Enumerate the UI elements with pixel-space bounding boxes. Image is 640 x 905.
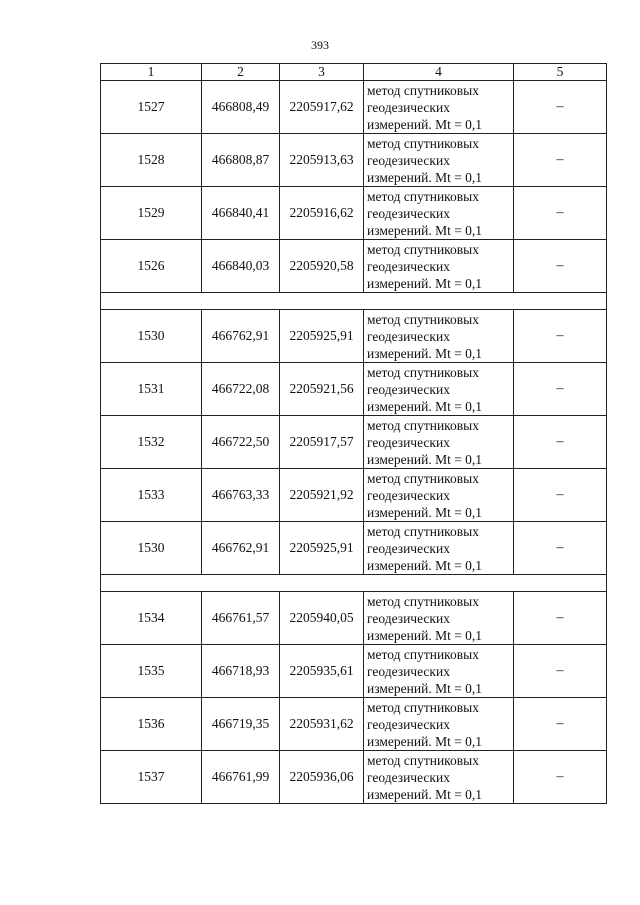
column-header-5: 5 bbox=[514, 64, 607, 81]
x-coordinate-cell: 466761,99 bbox=[202, 751, 280, 804]
table-row bbox=[101, 416, 607, 469]
method-line: геодезических bbox=[367, 328, 450, 344]
x-coordinate-cell: 466840,41 bbox=[202, 187, 280, 240]
x-coordinate-cell: 466808,49 bbox=[202, 81, 280, 134]
point-number-cell: 1533 bbox=[101, 469, 202, 522]
x-coordinate-cell: 466722,50 bbox=[202, 416, 280, 469]
table-row bbox=[101, 592, 607, 645]
method-line: метод спутниковых bbox=[367, 364, 479, 380]
method-line: измерений. Mt = 0,1 bbox=[367, 557, 483, 573]
note-cell: – bbox=[514, 81, 607, 134]
method-line: метод спутниковых bbox=[367, 523, 479, 539]
method-line: метод спутниковых bbox=[367, 699, 479, 715]
point-number-cell: 1528 bbox=[101, 134, 202, 187]
method-cell bbox=[364, 134, 514, 187]
group-separator-row bbox=[101, 293, 607, 310]
y-coordinate-cell: 2205925,91 bbox=[280, 522, 364, 575]
note-cell: – bbox=[514, 310, 607, 363]
note-cell: – bbox=[514, 592, 607, 645]
method-cell bbox=[364, 469, 514, 522]
method-line: измерений. Mt = 0,1 bbox=[367, 275, 483, 291]
method-line: измерений. Mt = 0,1 bbox=[367, 733, 483, 749]
table-row bbox=[101, 187, 607, 240]
method-line: геодезических bbox=[367, 99, 450, 115]
method-line: метод спутниковых bbox=[367, 752, 479, 768]
table-row bbox=[101, 363, 607, 416]
method-cell bbox=[364, 81, 514, 134]
y-coordinate-cell: 2205936,06 bbox=[280, 751, 364, 804]
method-line: измерений. Mt = 0,1 bbox=[367, 398, 483, 414]
table-row bbox=[101, 240, 607, 293]
group-separator-cell bbox=[101, 293, 607, 310]
method-line: метод спутниковых bbox=[367, 470, 479, 486]
x-coordinate-cell: 466763,33 bbox=[202, 469, 280, 522]
method-cell bbox=[364, 416, 514, 469]
method-line: измерений. Mt = 0,1 bbox=[367, 345, 483, 361]
page-number: 393 bbox=[311, 38, 329, 52]
x-coordinate-cell: 466808,87 bbox=[202, 134, 280, 187]
note-cell: – bbox=[514, 416, 607, 469]
method-line: геодезических bbox=[367, 769, 450, 785]
method-line: измерений. Mt = 0,1 bbox=[367, 786, 483, 802]
method-cell bbox=[364, 751, 514, 804]
y-coordinate-cell: 2205920,58 bbox=[280, 240, 364, 293]
table-row bbox=[101, 134, 607, 187]
note-cell: – bbox=[514, 134, 607, 187]
method-cell bbox=[364, 592, 514, 645]
table-row bbox=[101, 469, 607, 522]
header-row bbox=[101, 64, 607, 81]
x-coordinate-cell: 466762,91 bbox=[202, 310, 280, 363]
point-number-cell: 1532 bbox=[101, 416, 202, 469]
method-line: метод спутниковых bbox=[367, 311, 479, 327]
method-line: измерений. Mt = 0,1 bbox=[367, 680, 483, 696]
table-row bbox=[101, 751, 607, 804]
y-coordinate-cell: 2205917,57 bbox=[280, 416, 364, 469]
group-separator-row bbox=[101, 575, 607, 592]
method-line: метод спутниковых bbox=[367, 135, 479, 151]
x-coordinate-cell: 466722,08 bbox=[202, 363, 280, 416]
method-line: геодезических bbox=[367, 540, 450, 556]
y-coordinate-cell: 2205925,91 bbox=[280, 310, 364, 363]
note-cell: – bbox=[514, 698, 607, 751]
point-number-cell: 1530 bbox=[101, 310, 202, 363]
column-header-3: 3 bbox=[280, 64, 364, 81]
method-cell bbox=[364, 187, 514, 240]
x-coordinate-cell: 466718,93 bbox=[202, 645, 280, 698]
method-cell bbox=[364, 645, 514, 698]
point-number-cell: 1536 bbox=[101, 698, 202, 751]
note-cell: – bbox=[514, 469, 607, 522]
y-coordinate-cell: 2205940,05 bbox=[280, 592, 364, 645]
method-line: метод спутниковых bbox=[367, 417, 479, 433]
table-row bbox=[101, 645, 607, 698]
method-line: метод спутниковых bbox=[367, 188, 479, 204]
table-row bbox=[101, 522, 607, 575]
table-body bbox=[101, 81, 607, 804]
y-coordinate-cell: 2205921,56 bbox=[280, 363, 364, 416]
method-cell bbox=[364, 363, 514, 416]
y-coordinate-cell: 2205917,62 bbox=[280, 81, 364, 134]
method-line: геодезических bbox=[367, 258, 450, 274]
y-coordinate-cell: 2205921,92 bbox=[280, 469, 364, 522]
note-cell: – bbox=[514, 751, 607, 804]
note-cell: – bbox=[514, 187, 607, 240]
point-number-cell: 1526 bbox=[101, 240, 202, 293]
y-coordinate-cell: 2205935,61 bbox=[280, 645, 364, 698]
point-number-cell: 1527 bbox=[101, 81, 202, 134]
method-line: метод спутниковых bbox=[367, 82, 479, 98]
method-line: геодезических bbox=[367, 205, 450, 221]
method-line: измерений. Mt = 0,1 bbox=[367, 222, 483, 238]
x-coordinate-cell: 466840,03 bbox=[202, 240, 280, 293]
method-line: измерений. Mt = 0,1 bbox=[367, 627, 483, 643]
column-header-2: 2 bbox=[202, 64, 280, 81]
method-cell bbox=[364, 698, 514, 751]
point-number-cell: 1537 bbox=[101, 751, 202, 804]
method-line: геодезических bbox=[367, 487, 450, 503]
method-line: метод спутниковых bbox=[367, 593, 479, 609]
y-coordinate-cell: 2205931,62 bbox=[280, 698, 364, 751]
point-number-cell: 1530 bbox=[101, 522, 202, 575]
y-coordinate-cell: 2205916,62 bbox=[280, 187, 364, 240]
group-separator-cell bbox=[101, 575, 607, 592]
note-cell: – bbox=[514, 522, 607, 575]
x-coordinate-cell: 466719,35 bbox=[202, 698, 280, 751]
table-row bbox=[101, 310, 607, 363]
column-header-4: 4 bbox=[364, 64, 514, 81]
method-line: геодезических bbox=[367, 152, 450, 168]
method-line: геодезических bbox=[367, 610, 450, 626]
note-cell: – bbox=[514, 363, 607, 416]
method-line: измерений. Mt = 0,1 bbox=[367, 169, 483, 185]
method-line: геодезических bbox=[367, 663, 450, 679]
note-cell: – bbox=[514, 240, 607, 293]
point-number-cell: 1529 bbox=[101, 187, 202, 240]
column-header-1: 1 bbox=[101, 64, 202, 81]
method-line: измерений. Mt = 0,1 bbox=[367, 451, 483, 467]
coordinates-table bbox=[100, 63, 607, 804]
method-line: метод спутниковых bbox=[367, 646, 479, 662]
x-coordinate-cell: 466761,57 bbox=[202, 592, 280, 645]
point-number-cell: 1534 bbox=[101, 592, 202, 645]
y-coordinate-cell: 2205913,63 bbox=[280, 134, 364, 187]
method-line: метод спутниковых bbox=[367, 241, 479, 257]
point-number-cell: 1535 bbox=[101, 645, 202, 698]
method-cell bbox=[364, 522, 514, 575]
method-cell bbox=[364, 310, 514, 363]
method-line: измерений. Mt = 0,1 bbox=[367, 116, 483, 132]
x-coordinate-cell: 466762,91 bbox=[202, 522, 280, 575]
table-row bbox=[101, 698, 607, 751]
point-number-cell: 1531 bbox=[101, 363, 202, 416]
note-cell: – bbox=[514, 645, 607, 698]
method-cell bbox=[364, 240, 514, 293]
method-line: геодезических bbox=[367, 716, 450, 732]
method-line: геодезических bbox=[367, 434, 450, 450]
method-line: измерений. Mt = 0,1 bbox=[367, 504, 483, 520]
table-row bbox=[101, 81, 607, 134]
method-line: геодезических bbox=[367, 381, 450, 397]
